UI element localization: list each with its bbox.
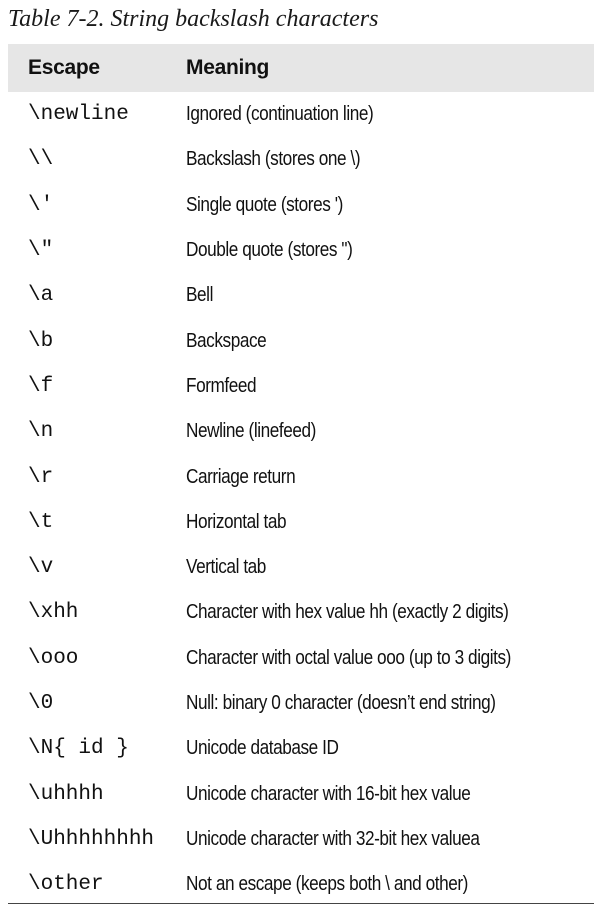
table-row — [8, 681, 594, 726]
escape-cell: \f — [28, 374, 54, 398]
table-row — [8, 454, 594, 499]
escape-cell: \Uhhhhhhhh — [28, 827, 155, 851]
table-row — [8, 273, 594, 318]
table-row — [8, 409, 594, 454]
escape-cell: \other — [28, 873, 104, 897]
meaning-cell: Backslash (stores one \) — [186, 148, 361, 171]
meaning-cell: Single quote (stores ') — [186, 193, 343, 216]
meaning-cell: Newline (linefeed) — [186, 420, 316, 443]
meaning-cell: Vertical tab — [186, 556, 266, 579]
header-escape: Escape — [28, 56, 100, 79]
table-bottom-rule — [8, 903, 594, 904]
escape-cell: \newline — [28, 103, 129, 127]
escape-cell: \N{ id } — [28, 737, 129, 761]
meaning-cell: Not an escape (keeps both \ and other) — [186, 873, 468, 896]
table-row — [8, 364, 594, 409]
meaning-cell: Unicode character with 32-bit hex valuea — [186, 827, 480, 850]
meaning-cell: Carriage return — [186, 465, 296, 488]
escape-cell: \0 — [28, 692, 54, 715]
meaning-cell: Backspace — [186, 329, 267, 352]
escape-cell: \\ — [28, 148, 54, 172]
meaning-cell: Character with hex value hh (exactly 2 digits) — [186, 601, 509, 624]
escape-cell: \" — [28, 239, 54, 263]
table-row — [8, 862, 594, 907]
meaning-cell: Unicode database ID — [186, 737, 339, 760]
table-row — [8, 817, 594, 862]
escape-cell: \' — [28, 193, 54, 217]
table-row — [8, 771, 594, 816]
meaning-cell: Character with octal value ooo (up to 3 digits) — [186, 646, 511, 669]
meaning-cell: Bell — [186, 284, 213, 307]
table-header — [8, 44, 594, 92]
escape-cell: \v — [28, 556, 54, 580]
meaning-cell: Formfeed — [186, 374, 257, 397]
meaning-cell: Null: binary 0 character (doesn’t end string) — [186, 692, 496, 714]
table-row — [8, 590, 594, 635]
escape-cell: \uhhhh — [28, 782, 104, 806]
meaning-cell: Double quote (stores ") — [186, 239, 353, 262]
escape-cell: \xhh — [28, 601, 79, 625]
table-row — [8, 228, 594, 273]
table-row — [8, 636, 594, 681]
meaning-cell: Ignored (continuation line) — [186, 103, 374, 126]
meaning-cell: Unicode character with 16-bit hex value — [186, 782, 471, 805]
table-row — [8, 318, 594, 363]
escape-cell: \r — [28, 465, 54, 489]
table-row — [8, 137, 594, 182]
table-row — [8, 92, 594, 137]
escape-cell: \t — [28, 510, 54, 534]
header-meaning: Meaning — [186, 56, 270, 79]
escape-cell: \b — [28, 329, 54, 353]
escape-cell: \n — [28, 420, 54, 444]
escape-table — [8, 44, 594, 907]
table-row — [8, 183, 594, 228]
escape-cell: \a — [28, 284, 54, 308]
escape-cell: \ooo — [28, 646, 79, 670]
table-row — [8, 726, 594, 771]
table-row — [8, 500, 594, 545]
table-row — [8, 545, 594, 590]
table-caption: Table 7-2. String backslash characters — [8, 6, 379, 32]
meaning-cell: Horizontal tab — [186, 510, 287, 533]
